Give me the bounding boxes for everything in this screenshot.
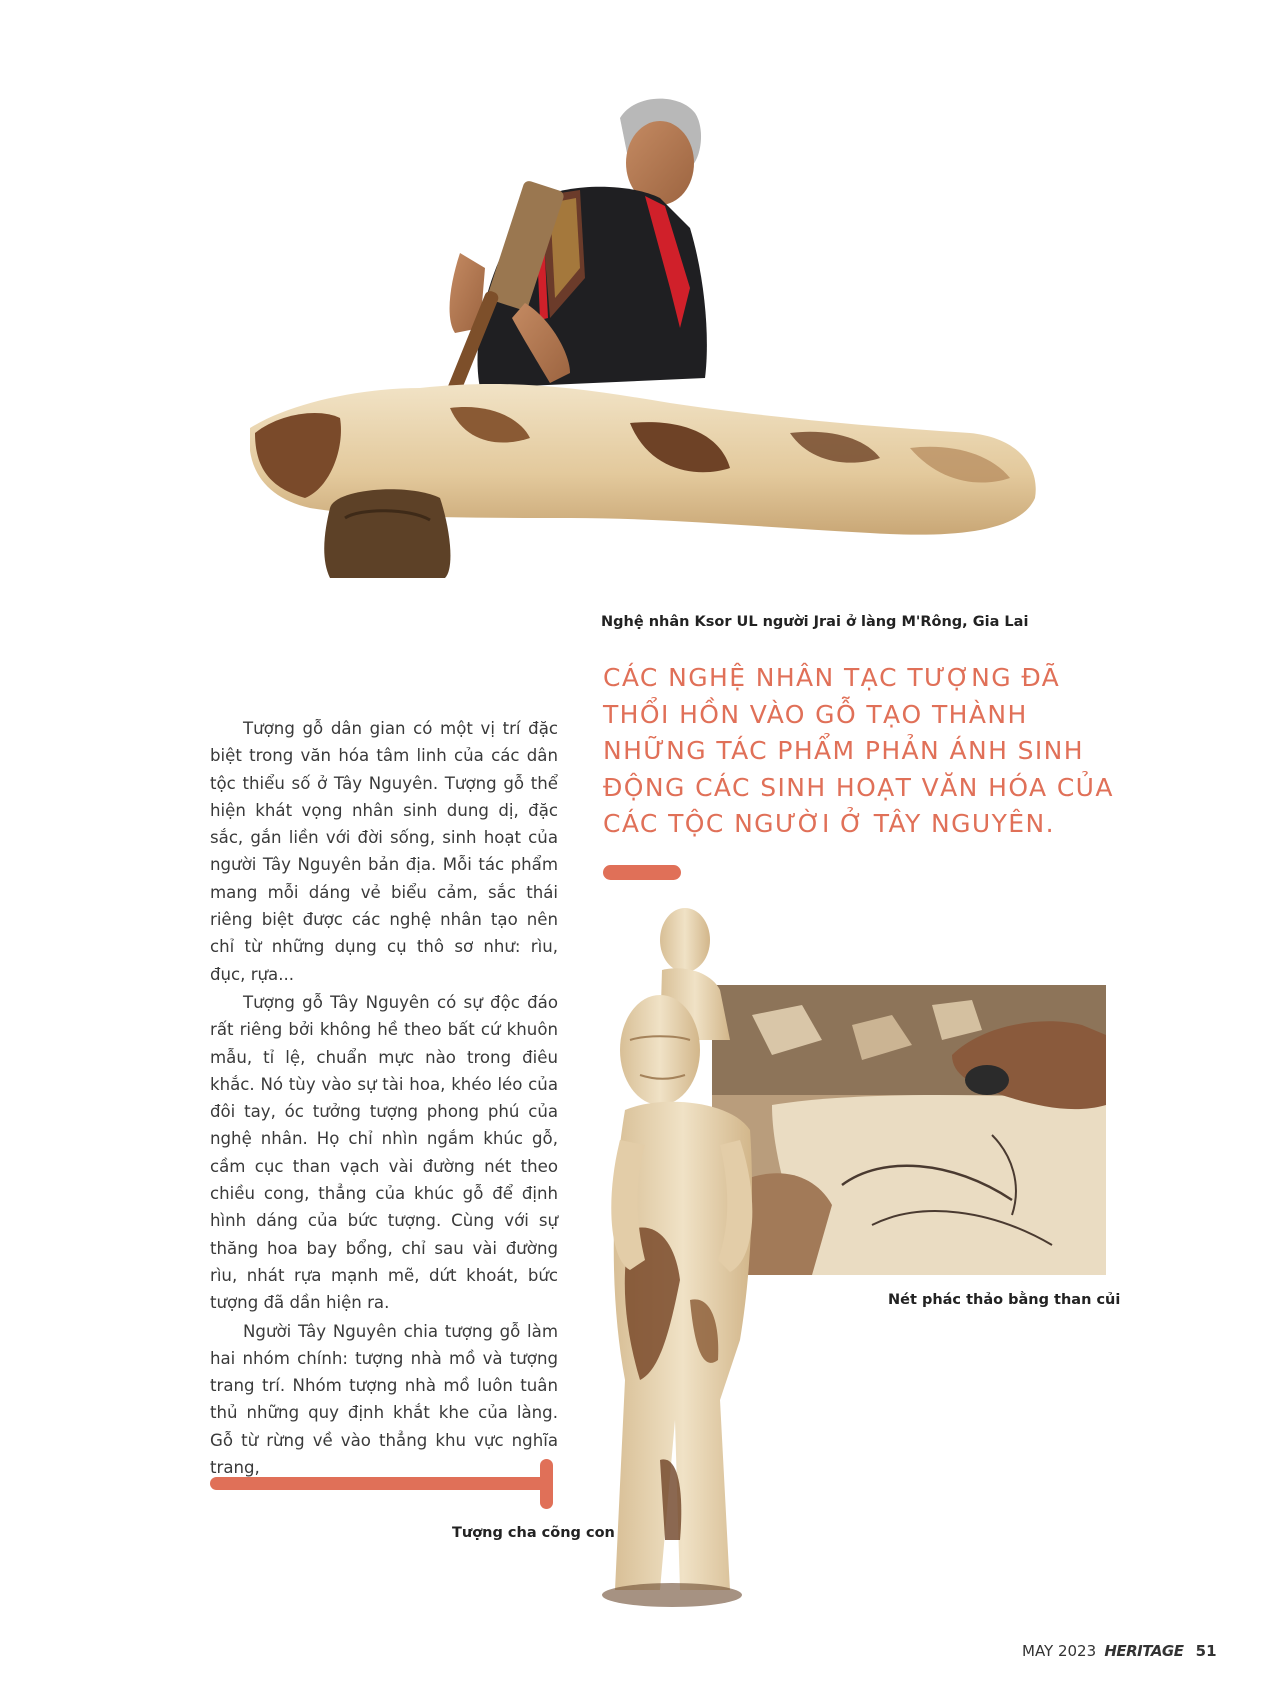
top-photo-caption: Nghệ nhân Ksor UL người Jrai ở làng M'Rông, Gia Lai <box>601 614 1029 630</box>
artisan-carving-photo <box>250 88 1040 628</box>
article-body <box>210 715 558 1482</box>
artisan-carving-illustration <box>250 88 1040 628</box>
statue-photo-caption: Tượng cha cõng con <box>452 1525 615 1541</box>
folio-page-number: 51 <box>1195 1642 1217 1660</box>
article-end-bar <box>210 1477 548 1490</box>
body-paragraph: Người Tây Nguyên chia tượng gỗ làm hai nhóm chính: tượng nhà mồ và tượng trang trí. Nhóm tượng nhà mồ luôn tuân thủ những quy định khắt khe của làng. Gỗ từ rừng về vào thẳng khu vực nghĩa trang, <box>210 1321 558 1478</box>
pull-quote-divider <box>603 865 681 880</box>
folio-issue-date: MAY 2023 <box>1022 1642 1097 1660</box>
folio-magazine-name: HERITAGE <box>1104 1642 1184 1660</box>
statue-illustration <box>600 900 815 1610</box>
pull-quote: CÁC NGHỆ NHÂN TẠC TƯỢNG ĐÃ THỔI HỒN VÀO GỖ TẠO THÀNH NHỮNG TÁC PHẨM PHẢN ÁNH SINH ĐỘNG CÁC SINH HOẠT VĂN HÓA CỦA CÁC TỘC NGƯỜI Ở TÂY NGUYÊN. <box>603 663 1114 838</box>
body-paragraph: Tượng gỗ Tây Nguyên có sự độc đáo rất riêng bởi không hề theo bất cứ khuôn mẫu, tỉ lệ, chuẩn mực nào trong điêu khắc. Nó tùy vào sự tài hoa, khéo léo của đôi tay, óc tưởng tượng phong phú của nghệ nhân. Họ chỉ nhìn ngắm khúc gỗ, cầm cục than vạch vài đường nét theo chiều cong, thẳng của khúc gỗ để định hình dáng của bức tượng. Cùng với sự thăng hoa bay bổng, chỉ sau vài đường rìu, nhát rựa mạnh mẽ, dứt khoát, bức tượng đã dần hiện ra. <box>210 992 558 1313</box>
father-carrying-child-statue-photo <box>600 900 815 1610</box>
sketch-photo-caption: Nét phác thảo bằng than củi <box>888 1292 1121 1308</box>
body-paragraph: Tượng gỗ dân gian có một vị trí đặc biệt trong văn hóa tâm linh của các dân tộc thiểu số ở Tây Nguyên. Tượng gỗ thể hiện khát vọng nhân sinh dung dị, đặc sắc, gắn liền với đời sống, sinh hoạt của người Tây Nguyên bản địa. Mỗi tác phẩm mang mỗi dáng vẻ biểu cảm, sắc thái riêng biệt được các nghệ nhân tạo nên chỉ từ những dụng cụ thô sơ như: rìu, đục, rựa... <box>210 719 558 984</box>
page-folio <box>1022 1642 1217 1660</box>
article-end-cap <box>540 1459 553 1509</box>
